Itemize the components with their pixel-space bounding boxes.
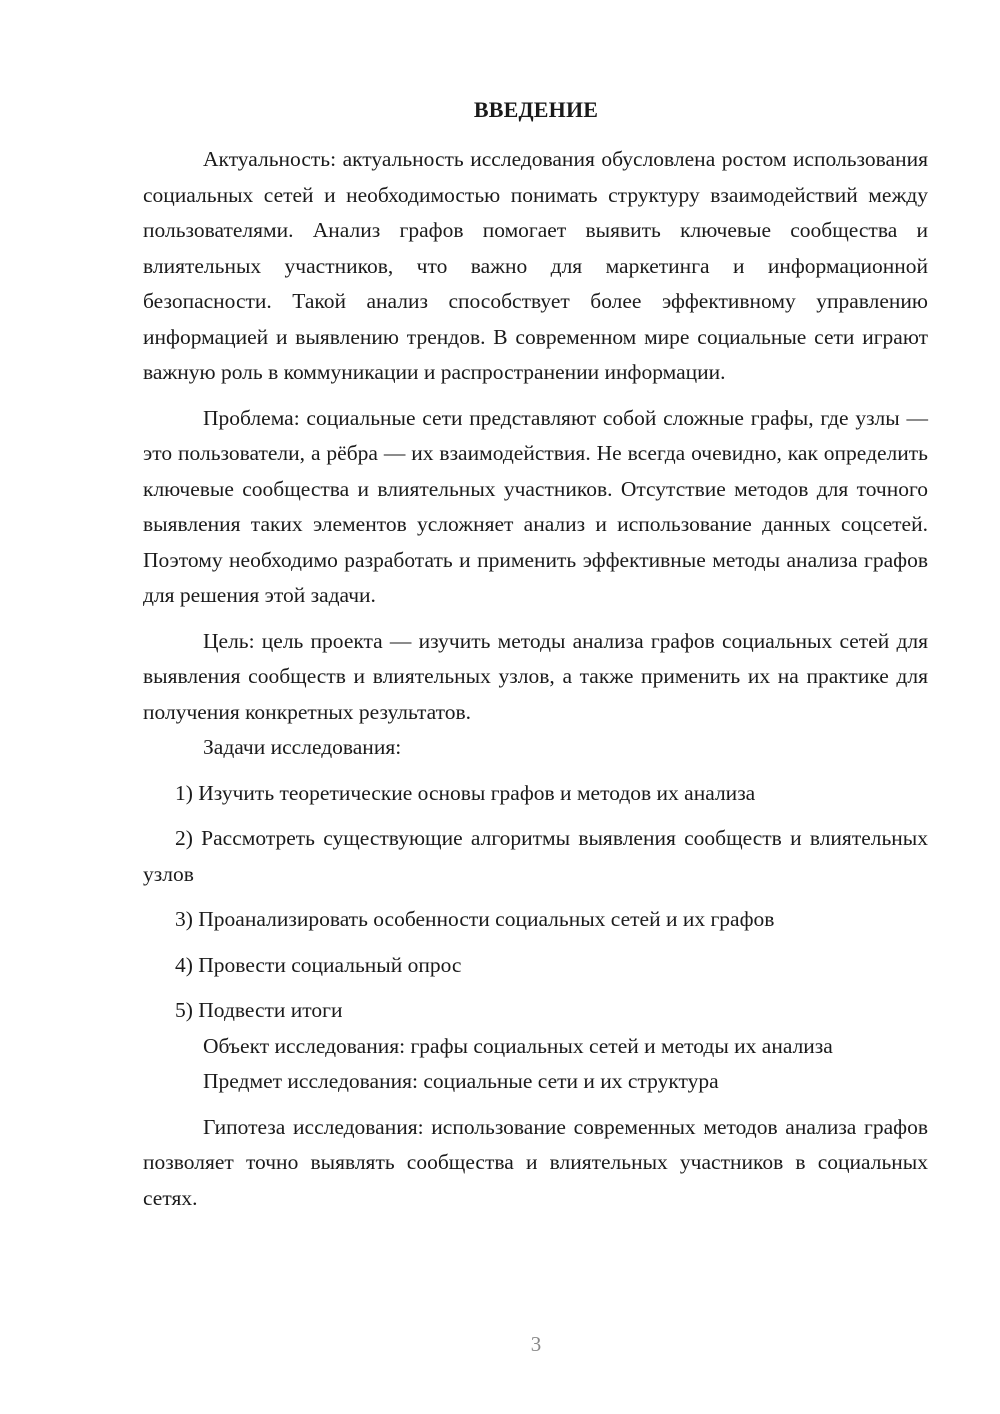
- task-item-4: 4) Провести социальный опрос: [175, 952, 462, 977]
- task-item-3: 3) Проанализировать особенности социальных сетей и их графов: [175, 907, 775, 931]
- paragraph-relevance: Актуальность: актуальность исследования обусловлена ростом использования социальных сетей и необходимостью понимать структуру взаимодействий между пользователями. Анализ графов помогает выявить ключевые сообщества и влиятельных участников, что важно для маркетинга и информационной безопасности. Такой анализ способствует более эффективному управлению информацией и выявлению трендов. В современном мире социальные сети играют важную роль в коммуникации и распространении информации.: [143, 147, 928, 384]
- paragraph-problem: Проблема: социальные сети представляют собой сложные графы, где узлы — это пользователи, а рёбра — их взаимодействия. Не всегда очевидно, как определить ключевые сообщества и влиятельных участников. Отсутствие методов для точного выявления таких элементов усложняет анализ и использование данных соцсетей. Поэтому необходимо разработать и применить эффективные методы анализа графов для решения этой задачи.: [143, 405, 928, 607]
- section-title: ВВЕДЕНИЕ: [473, 97, 599, 122]
- task-item-1: 1) Изучить теоретические основы графов и методов их анализа: [175, 780, 756, 805]
- task-item-2: 2) Рассмотреть существующие алгоритмы выявления сообществ и влиятельных узлов: [143, 826, 928, 886]
- research-object: Объект исследования: графы социальных сетей и методы их анализа: [203, 1033, 833, 1058]
- task-item-5: 5) Подвести итоги: [175, 998, 343, 1022]
- page-number: 3: [530, 1332, 542, 1356]
- tasks-heading: Задачи исследования:: [203, 735, 402, 759]
- research-hypothesis: Гипотеза исследования: использование современных методов анализа графов позволяет точно выявлять сообщества и влиятельных участников в социальных сетях.: [143, 1114, 928, 1210]
- paragraph-goal: Цель: цель проекта — изучить методы анализа графов социальных сетей для выявления сообществ и влиятельных узлов, а также применить их на практике для получения конкретных результатов.: [143, 628, 928, 724]
- research-subject: Предмет исследования: социальные сети и их структура: [203, 1069, 719, 1093]
- document-body: [143, 142, 928, 1216]
